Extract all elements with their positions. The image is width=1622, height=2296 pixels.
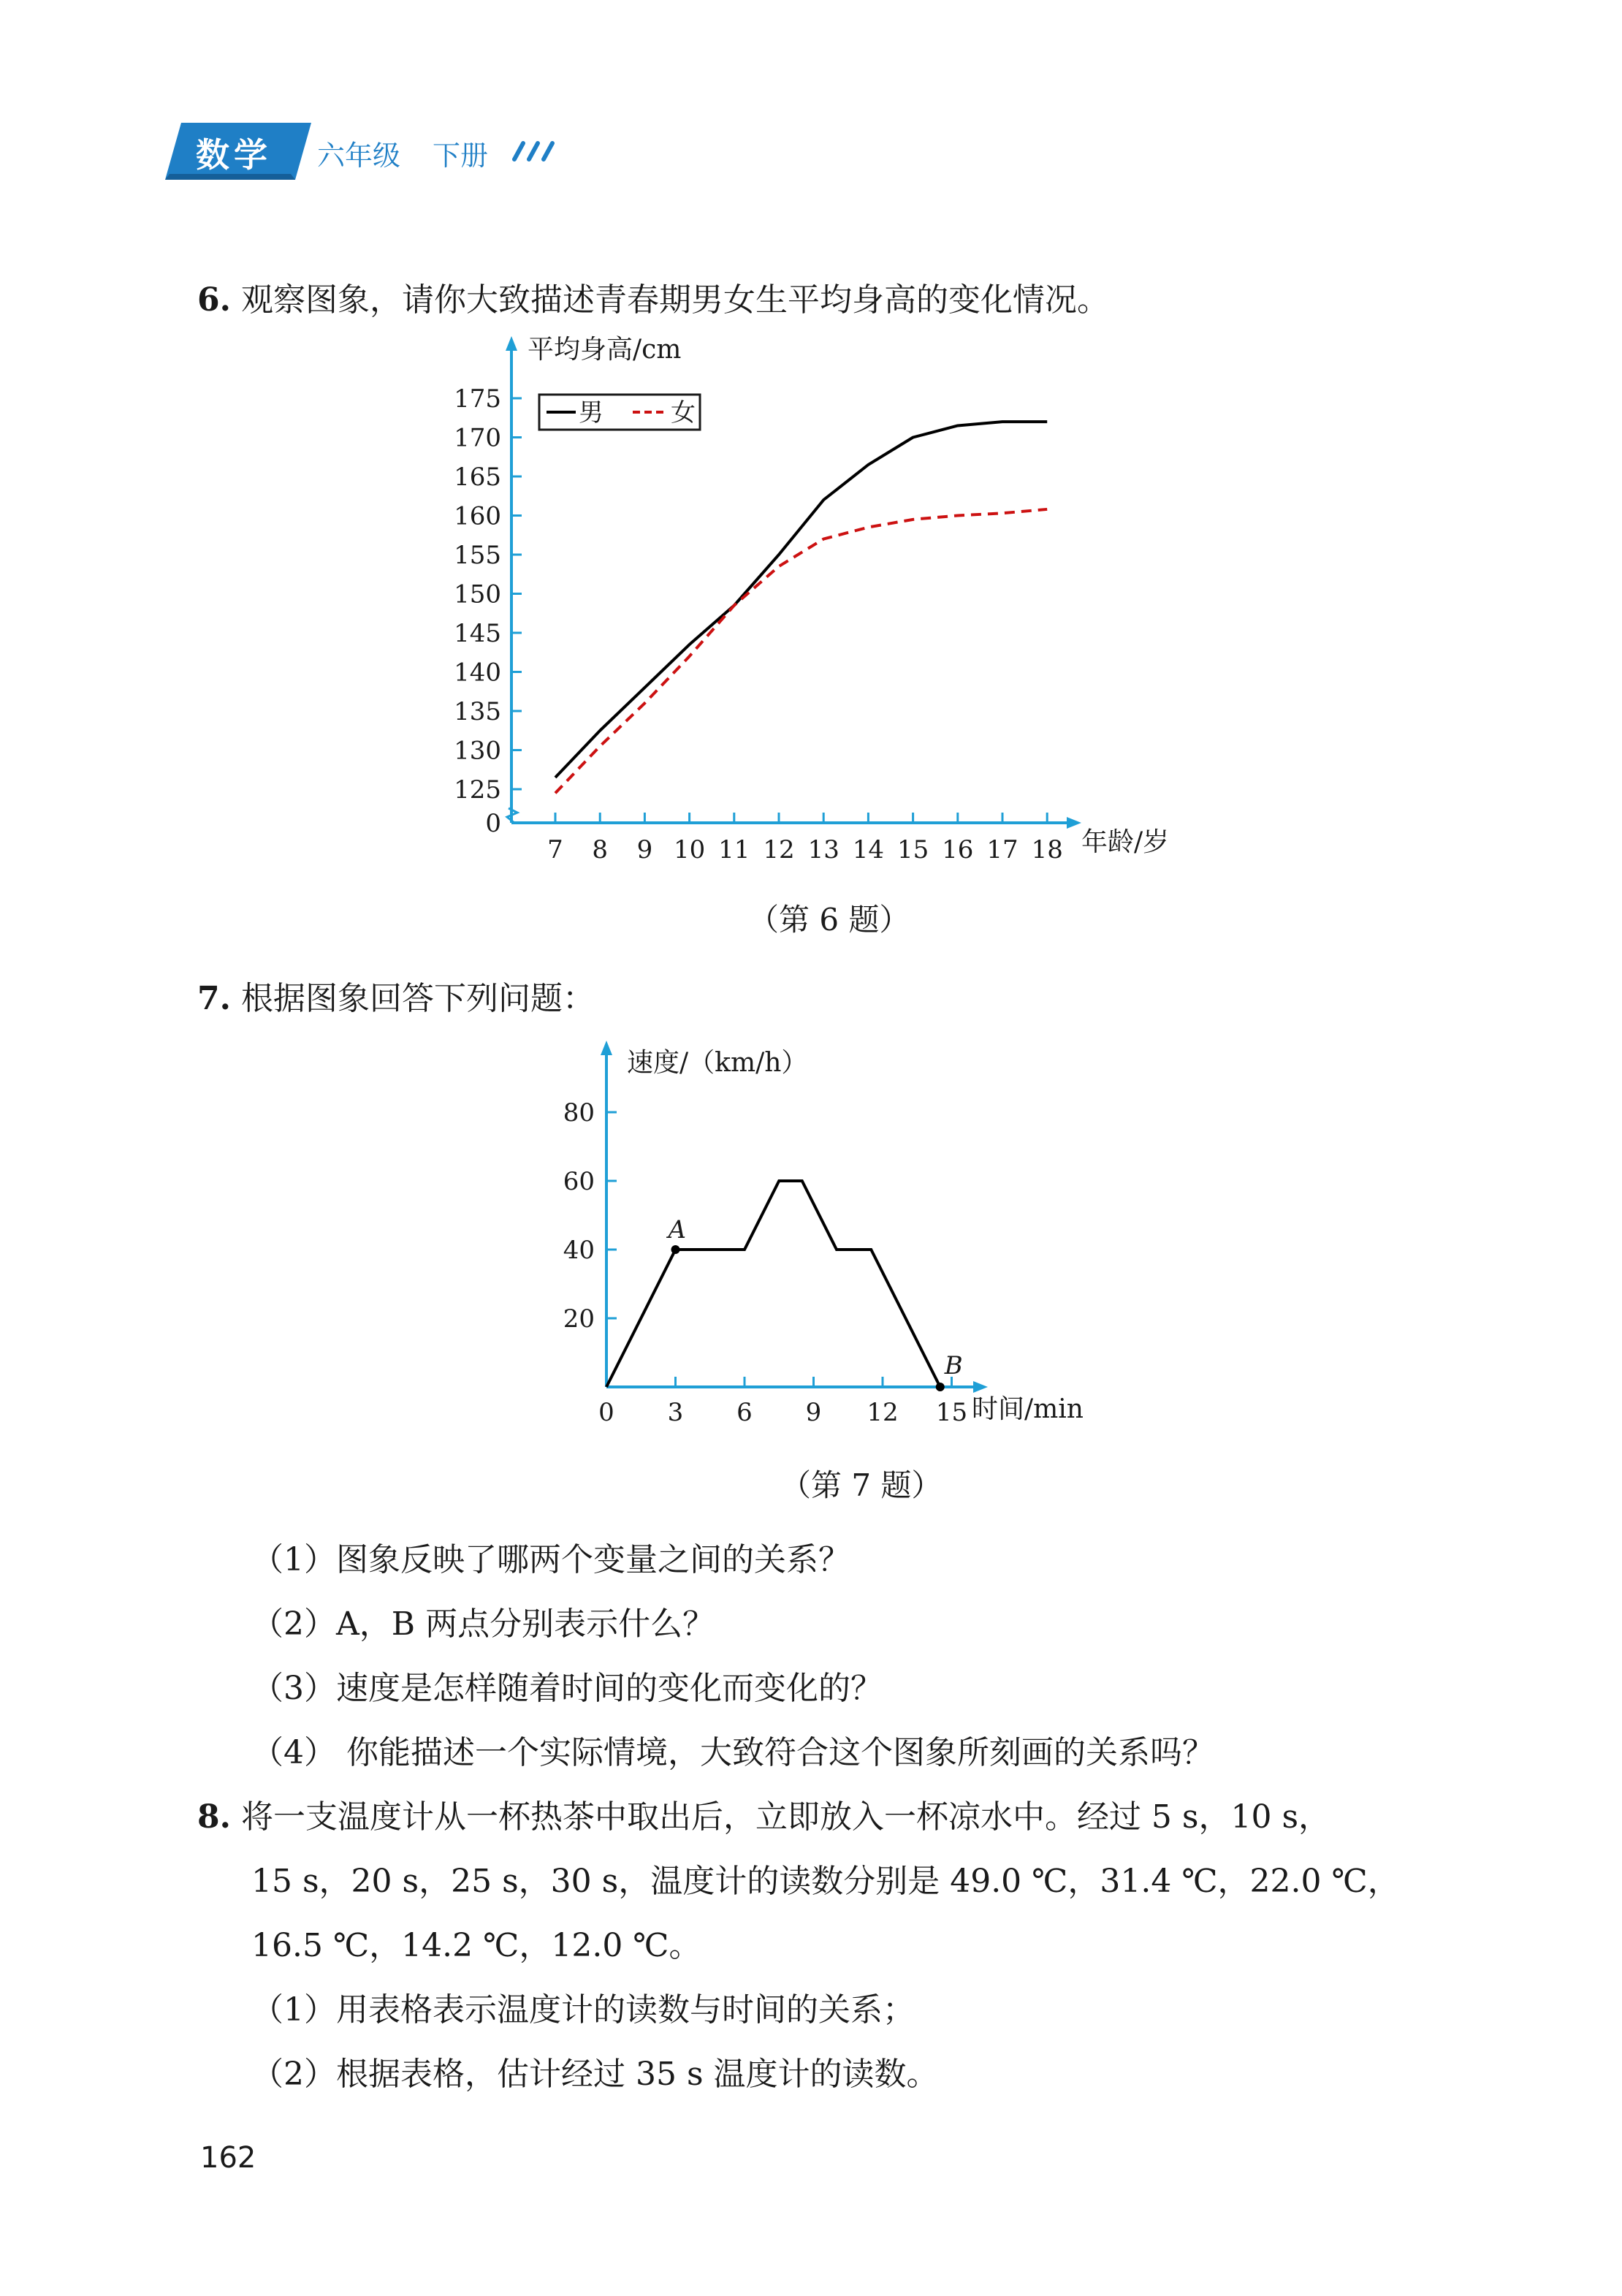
- question-8-text-1: 将一支温度计从一杯热茶中取出后，立即放入一杯凉水中。经过 5 s，10 s，: [240, 1798, 1331, 1836]
- speed-chart-x-tick-label: 12: [867, 1398, 899, 1427]
- speed-chart-x-label: 时间/min: [972, 1394, 1084, 1424]
- page-number: 162: [200, 2141, 256, 2175]
- speed-chart-x-tick-label: 0: [598, 1398, 614, 1427]
- question-8-line-1: 8. 将一支温度计从一杯热茶中取出后，立即放入一杯凉水中。经过 5 s，10 s，: [197, 1798, 1331, 1836]
- question-7-number: 7: [197, 980, 220, 1017]
- speed-time-chart: [541, 1030, 1111, 1440]
- point-b-label: B: [944, 1351, 963, 1380]
- height-chart-x-tick-label: 7: [547, 835, 563, 864]
- height-chart-y-tick-label: 165: [454, 463, 501, 492]
- legend-female-label: 女: [671, 398, 696, 427]
- height-chart-y-tick-label: 135: [454, 697, 501, 726]
- question-8-sub-2: （2）根据表格，估计经过 35 s 温度计的读数。: [251, 2056, 939, 2093]
- question-7-sub-4: （4） 你能描述一个实际情境，大致符合这个图象所刻画的关系吗？: [251, 1734, 1214, 1771]
- height-chart-x-label: 年龄/岁: [1081, 827, 1170, 857]
- height-chart-x-tick-label: 16: [942, 835, 974, 864]
- speed-chart-x-tick-label: 9: [805, 1398, 822, 1427]
- speed-chart-y-tick-label: 80: [563, 1098, 595, 1128]
- height-chart-x-tick-label: 17: [986, 835, 1018, 864]
- height-chart-x-tick-label: 15: [896, 835, 929, 864]
- male-height-line: [555, 422, 1047, 778]
- height-chart-x-tick-label: 12: [763, 835, 795, 864]
- speed-chart-x-tick-label: 6: [736, 1398, 753, 1427]
- question-6-number: 6: [197, 281, 220, 319]
- question-7-text: 根据图象回答下列问题：: [240, 980, 595, 1017]
- question-7-sub-3: （3）速度是怎样随着时间的变化而变化的？: [251, 1670, 883, 1707]
- height-chart-x-tick-label: 11: [718, 835, 750, 864]
- height-chart-legend: [539, 395, 700, 430]
- speed-chart-x-arrow: [973, 1381, 988, 1393]
- legend-male-label: 男: [579, 398, 604, 427]
- question-6: 6. 观察图象，请你大致描述青春期男女生平均身高的变化情况。: [197, 281, 1109, 319]
- point-a-label: A: [668, 1215, 687, 1244]
- header-grade: 六年级: [317, 140, 401, 172]
- question-7-sub-1: （1）图象反映了哪两个变量之间的关系？: [251, 1541, 850, 1578]
- point-b-marker: [936, 1383, 945, 1391]
- header-subject: 数学: [196, 135, 272, 175]
- header-slash-decoration: [504, 140, 555, 162]
- height-chart-x-tick-label: 9: [636, 835, 653, 864]
- question-7-sub-2: （2）A，B 两点分别表示什么？: [251, 1605, 715, 1643]
- height-chart-y-tick-label: 0: [485, 809, 501, 838]
- height-chart-y-tick-label: 175: [454, 384, 501, 414]
- question-6-text: 观察图象，请你大致描述青春期男女生平均身高的变化情况。: [240, 281, 1109, 319]
- question-7: 7. 根据图象回答下列问题：: [197, 980, 595, 1017]
- height-chart-x-tick-label: 13: [807, 835, 839, 864]
- speed-chart-y-label: 速度/（km/h）: [627, 1048, 808, 1078]
- height-chart-x-tick-label: 18: [1031, 835, 1063, 864]
- height-chart-y-tick-label: 150: [454, 579, 501, 609]
- height-chart-y-tick-label: 125: [454, 775, 501, 805]
- point-a-marker: [671, 1245, 680, 1254]
- height-chart-y-tick-label: 145: [454, 619, 501, 648]
- height-chart-x-tick-label: 10: [673, 835, 706, 864]
- question-8-sub-1: （1）用表格表示温度计的读数与时间的关系；: [251, 1991, 915, 2029]
- question-8-number: 8: [197, 1798, 220, 1836]
- height-growth-chart: [438, 322, 1198, 892]
- question-8-line-2: 15 s，20 s，25 s，30 s，温度计的读数分别是 49.0 ℃，31.4 ℃，22.0 ℃，: [251, 1863, 1400, 1900]
- question-8-line-3: 16.5 ℃，14.2 ℃，12.0 ℃。: [251, 1927, 701, 1964]
- speed-chart-x-tick-label: 15: [935, 1398, 968, 1427]
- speed-chart-y-tick-label: 40: [563, 1236, 595, 1265]
- height-chart-x-tick-label: 8: [592, 835, 609, 864]
- height-chart-y-arrow: [506, 336, 517, 351]
- height-chart-y-tick-label: 170: [454, 423, 501, 453]
- height-chart-y-tick-label: 155: [454, 541, 501, 570]
- height-chart-x-arrow: [1067, 817, 1081, 829]
- speed-line: [606, 1181, 940, 1387]
- speed-chart-y-tick-label: 60: [563, 1167, 595, 1196]
- height-chart-y-tick-label: 160: [454, 501, 501, 531]
- speed-chart-y-tick-label: 20: [563, 1304, 595, 1334]
- header-volume: 下册: [433, 140, 489, 172]
- question-6-caption: （第 6 题）: [748, 902, 910, 938]
- height-chart-y-label: 平均身高/cm: [528, 335, 682, 365]
- height-chart-y-tick-label: 130: [454, 736, 501, 766]
- female-height-line: [555, 509, 1047, 793]
- question-7-caption: （第 7 题）: [780, 1467, 943, 1503]
- speed-chart-y-arrow: [601, 1041, 612, 1055]
- speed-chart-x-tick-label: 3: [667, 1398, 684, 1427]
- height-chart-y-tick-label: 140: [454, 658, 501, 688]
- height-chart-x-tick-label: 14: [852, 835, 885, 864]
